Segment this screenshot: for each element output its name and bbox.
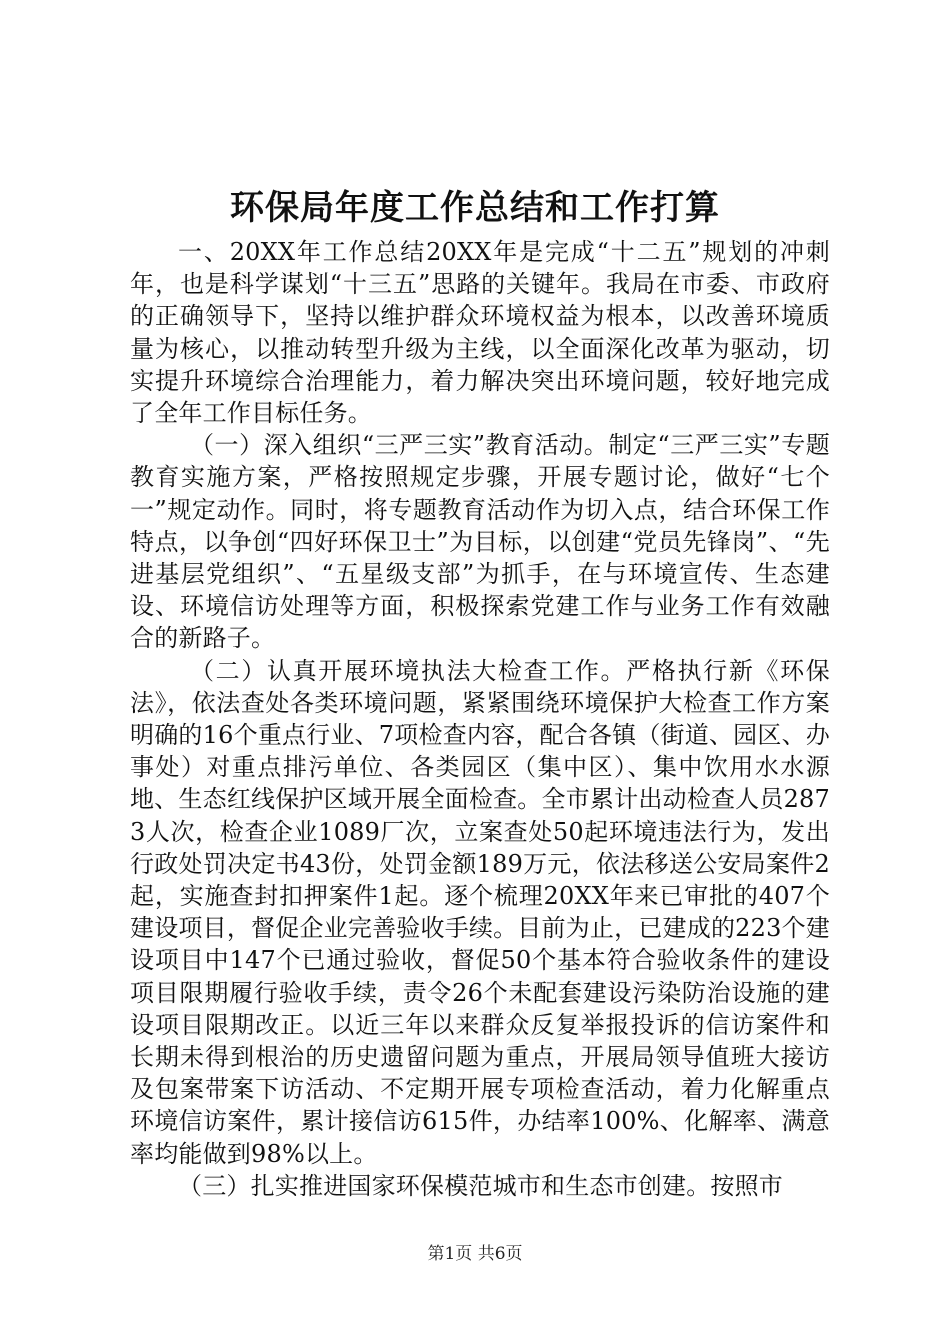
page-number-footer: 第1页 共6页 bbox=[427, 1244, 523, 1264]
paragraph-section-1: （一）深入组织“三严三实”教育活动。制定“三严三实”专题教育实施方案，严格按照规定步骤，开展专题讨论，做好“七个一”规定动作。同时，将专题教育活动作为切入点，结合环保工作特点，以争创“四好环保卫士”为目标，以创建“党员先锋岗”、“先进基层党组织”、“五星级支部”为抓手，在与环境宣传、生态建设、环境信访处理等方面，积极探索党建工作与业务工作有效融合的新路子。 bbox=[130, 431, 830, 653]
paragraph-section-2: （二）认真开展环境执法大检查工作。严格执行新《环保法》，依法查处各类环境问题，紧紧围绕环境保护大检查工作方案明确的16个重点行业、7项检查内容，配合各镇（街道、园区、办事处）对重点排污单位、各类园区（集中区）、集中饮用水水源地、生态红线保护区域开展全面检查。全市累计出动检查人员2873人次，检查企业1089厂次，立案查处50起环境违法行为，发出行政处罚决定书43份，处罚金额189万元，依法移送公安局案件2起，实施查封扣押案件1起。逐个梳理20XX年来已审批的407个建设项目，督促企业完善验收手续。目前为止，已建成的223个建设项目中147个已通过验收，督促50个基本符合验收条件的建设项目限期履行验收手续，责令26个未配套建设污染防治设施的建设项目限期改正。以近三年以来群众反复举报投诉的信访案件和长期未得到根治的历史遗留问题为重点，开展局领导值班大接访及包案带案下访活动、不定期开展专项检查活动，着力化解重点环境信访案件，累计接信访615件，办结率100%、化解率、满意率均能做到98%以上。 bbox=[130, 656, 830, 1168]
document-body bbox=[130, 236, 830, 1202]
page-title: 环保局年度工作总结和工作打算 bbox=[230, 188, 720, 228]
paragraph-section-3: （三）扎实推进国家环保模范城市和生态市创建。按照市 bbox=[178, 1171, 783, 1200]
paragraph-work-summary: 一、20XX年工作总结20XX年是完成“十二五”规划的冲刺年，也是科学谋划“十三五”思路的关键年。我局在市委、市政府的正确领导下，坚持以维护群众环境权益为根本，以改善环境质量为核心，以推动转型升级为主线，以全面深化改革为驱动，切实提升环境综合治理能力，着力解决突出环境问题，较好地完成了全年工作目标任务。 bbox=[130, 238, 830, 428]
